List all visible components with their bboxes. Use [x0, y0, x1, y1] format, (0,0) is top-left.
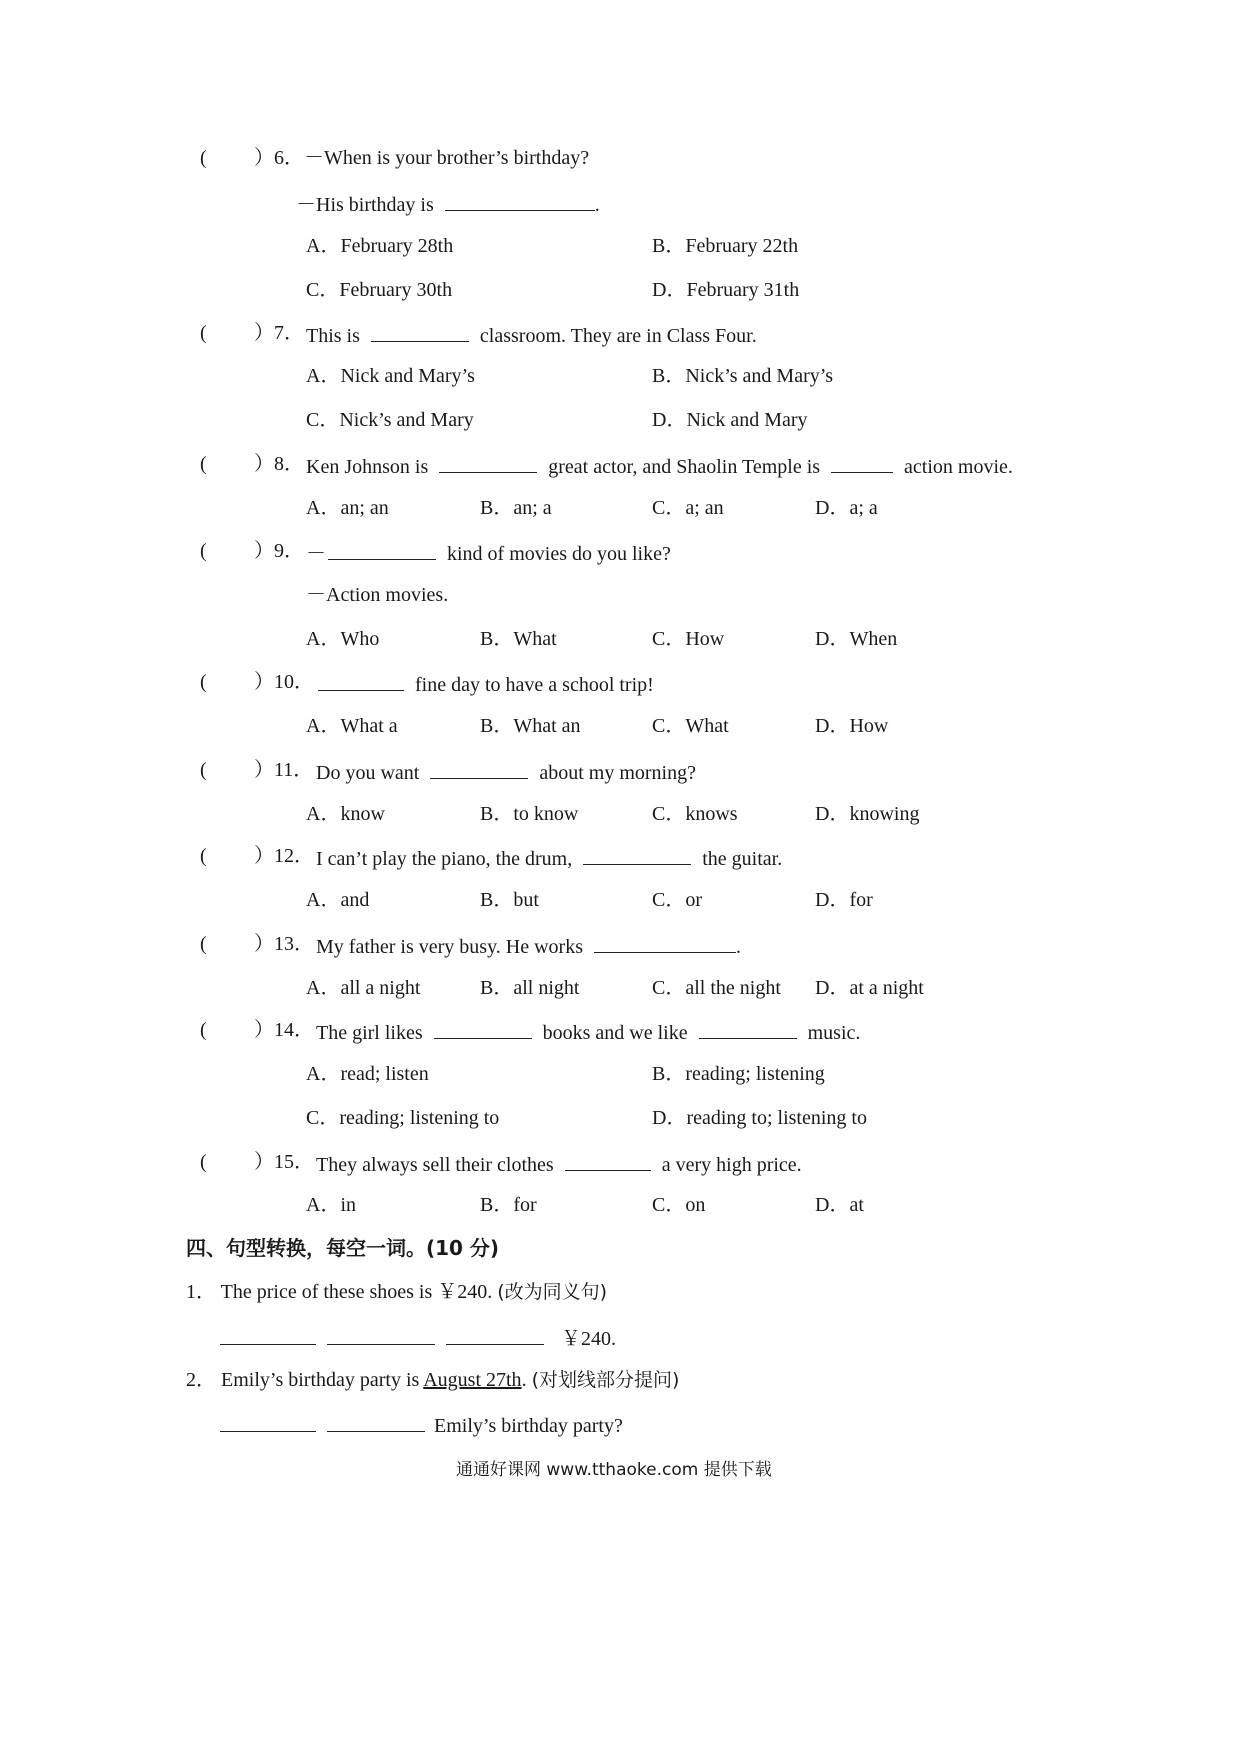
option-b[interactable]: B．reading; listening [652, 1063, 825, 1085]
option-b[interactable]: B．all night [480, 977, 580, 999]
option-a[interactable]: A．and [306, 889, 370, 911]
question-stem: I can’t play the piano, the drum, [316, 848, 573, 870]
option-a[interactable]: A．in [306, 1194, 356, 1216]
answer-paren[interactable]: ( [200, 671, 207, 693]
option-c[interactable]: C．on [652, 1194, 706, 1216]
answer-blank[interactable] [565, 1150, 651, 1171]
option-c[interactable]: C．knows [652, 803, 738, 825]
item-text: Emily’s birthday party is [221, 1369, 424, 1391]
option-a[interactable]: A．Who [306, 628, 380, 650]
question-number: ）10． [254, 671, 314, 693]
option-a[interactable]: A．Nick and Mary’s [306, 365, 475, 387]
answer-blank[interactable] [430, 758, 528, 779]
option-c[interactable]: C．all the night [652, 977, 781, 999]
answer-blank-2[interactable] [699, 1018, 797, 1039]
option-d[interactable]: D．How [815, 715, 889, 737]
answer-blank[interactable] [318, 670, 404, 691]
answer-blank-2[interactable] [327, 1324, 435, 1345]
answer-tail: ￥240. [561, 1328, 616, 1350]
option-d[interactable]: D．February 31th [652, 279, 800, 301]
item-number: 1． [186, 1281, 216, 1303]
section-title: 四、句型转换，每空一词。(10 分) [186, 1236, 500, 1260]
answer-paren[interactable]: ( [200, 1151, 207, 1173]
question-number: ）11． [254, 759, 314, 781]
option-d[interactable]: D．reading to; listening to [652, 1107, 867, 1129]
question-stem: The girl likes [316, 1022, 423, 1044]
answer-blank-1[interactable] [220, 1411, 316, 1432]
option-c[interactable]: C．How [652, 628, 725, 650]
question-stem-tail: about my morning? [539, 762, 696, 784]
option-c[interactable]: C．February 30th [306, 279, 453, 301]
option-a[interactable]: A．read; listen [306, 1063, 429, 1085]
answer-paren[interactable]: ( [200, 1019, 207, 1041]
option-a[interactable]: A．an; an [306, 497, 389, 519]
option-d[interactable]: D．for [815, 889, 873, 911]
question-stem-mid: great actor, and Shaolin Temple is [548, 456, 821, 478]
question-number: ）14． [254, 1019, 314, 1041]
question-stem-mid: books and we like [542, 1022, 688, 1044]
question-number: ）13． [254, 933, 314, 955]
option-d[interactable]: D．at a night [815, 977, 924, 999]
option-b[interactable]: B．to know [480, 803, 579, 825]
option-b[interactable]: B．What an [480, 715, 581, 737]
question-stem-2: －Action movies. [306, 584, 449, 606]
answer-blank-2[interactable] [831, 452, 893, 473]
option-d[interactable]: D．at [815, 1194, 864, 1216]
punctuation: . [735, 936, 741, 958]
page-footer: 通通好课网 www.tthaoke.com 提供下载 [456, 1460, 772, 1480]
punctuation: . [594, 194, 600, 216]
answer-paren[interactable]: ( [200, 540, 207, 562]
question-stem-tail: fine day to have a school trip! [415, 674, 654, 696]
question-stem: This is [306, 325, 360, 347]
option-a[interactable]: A．know [306, 803, 385, 825]
option-c[interactable]: C．a; an [652, 497, 724, 519]
question-stem-tail: classroom. They are in Class Four. [479, 325, 757, 347]
option-b[interactable]: B．an; a [480, 497, 552, 519]
item-text: The price of these shoes is ￥240. [220, 1281, 493, 1303]
option-b[interactable]: B．but [480, 889, 539, 911]
option-c[interactable]: C．What [652, 715, 729, 737]
question-stem-tail: music. [807, 1022, 861, 1044]
item-number: 2． [186, 1369, 216, 1391]
question-number: ）12． [254, 845, 314, 867]
answer-paren[interactable]: ( [200, 845, 207, 867]
option-c[interactable]: C．reading; listening to [306, 1107, 500, 1129]
question-stem: Do you want [316, 762, 420, 784]
answer-blank[interactable] [594, 932, 736, 953]
question-stem: They always sell their clothes [316, 1154, 554, 1176]
answer-blank-1[interactable] [220, 1324, 316, 1345]
answer-blank[interactable] [583, 844, 691, 865]
option-b[interactable]: B．for [480, 1194, 537, 1216]
answer-blank[interactable] [434, 1018, 532, 1039]
answer-blank[interactable] [328, 539, 436, 560]
option-b[interactable]: B．Nick’s and Mary’s [652, 365, 834, 387]
underlined-phrase: August 27th [423, 1369, 522, 1391]
item-note: (改为同义句) [497, 1281, 608, 1303]
option-a[interactable]: A．What a [306, 715, 398, 737]
option-d[interactable]: D．a; a [815, 497, 878, 519]
question-stem: － [306, 543, 326, 565]
question-stem: Ken Johnson is [306, 456, 429, 478]
item-text-tail: . [521, 1369, 527, 1391]
answer-blank[interactable] [439, 452, 537, 473]
option-a[interactable]: A．February 28th [306, 235, 454, 257]
option-a[interactable]: A．all a night [306, 977, 421, 999]
question-stem-2: －His birthday is [296, 194, 434, 216]
answer-tail: Emily’s birthday party? [434, 1415, 623, 1437]
question-stem-tail: the guitar. [702, 848, 783, 870]
answer-paren[interactable]: ( [200, 147, 207, 169]
option-c[interactable]: C．Nick’s and Mary [306, 409, 474, 431]
answer-paren[interactable]: ( [200, 322, 207, 344]
option-d[interactable]: D．Nick and Mary [652, 409, 808, 431]
question-stem-tail: a very high price. [661, 1154, 802, 1176]
question-stem: －When is your brother’s birthday? [304, 147, 590, 169]
question-number: ）6． [254, 147, 304, 169]
answer-paren[interactable]: ( [200, 453, 207, 475]
answer-blank-3[interactable] [446, 1324, 544, 1345]
question-stem-tail: action movie. [904, 456, 1013, 478]
option-d[interactable]: D．knowing [815, 803, 920, 825]
question-number: ）8． [254, 453, 304, 475]
option-d[interactable]: D．When [815, 628, 898, 650]
question-stem: My father is very busy. He works [316, 936, 583, 958]
answer-blank[interactable] [371, 321, 469, 342]
question-stem-tail: kind of movies do you like? [447, 543, 671, 565]
answer-blank-2[interactable] [327, 1411, 425, 1432]
option-b[interactable]: B．What [480, 628, 557, 650]
answer-paren[interactable]: ( [200, 933, 207, 955]
question-number: ）9． [254, 540, 304, 562]
answer-blank[interactable] [445, 190, 595, 211]
answer-paren[interactable]: ( [200, 759, 207, 781]
option-c[interactable]: C．or [652, 889, 702, 911]
question-number: ）15． [254, 1151, 314, 1173]
item-note: (对划线部分提问) [531, 1369, 680, 1391]
option-b[interactable]: B．February 22th [652, 235, 799, 257]
question-number: ）7． [254, 322, 304, 344]
